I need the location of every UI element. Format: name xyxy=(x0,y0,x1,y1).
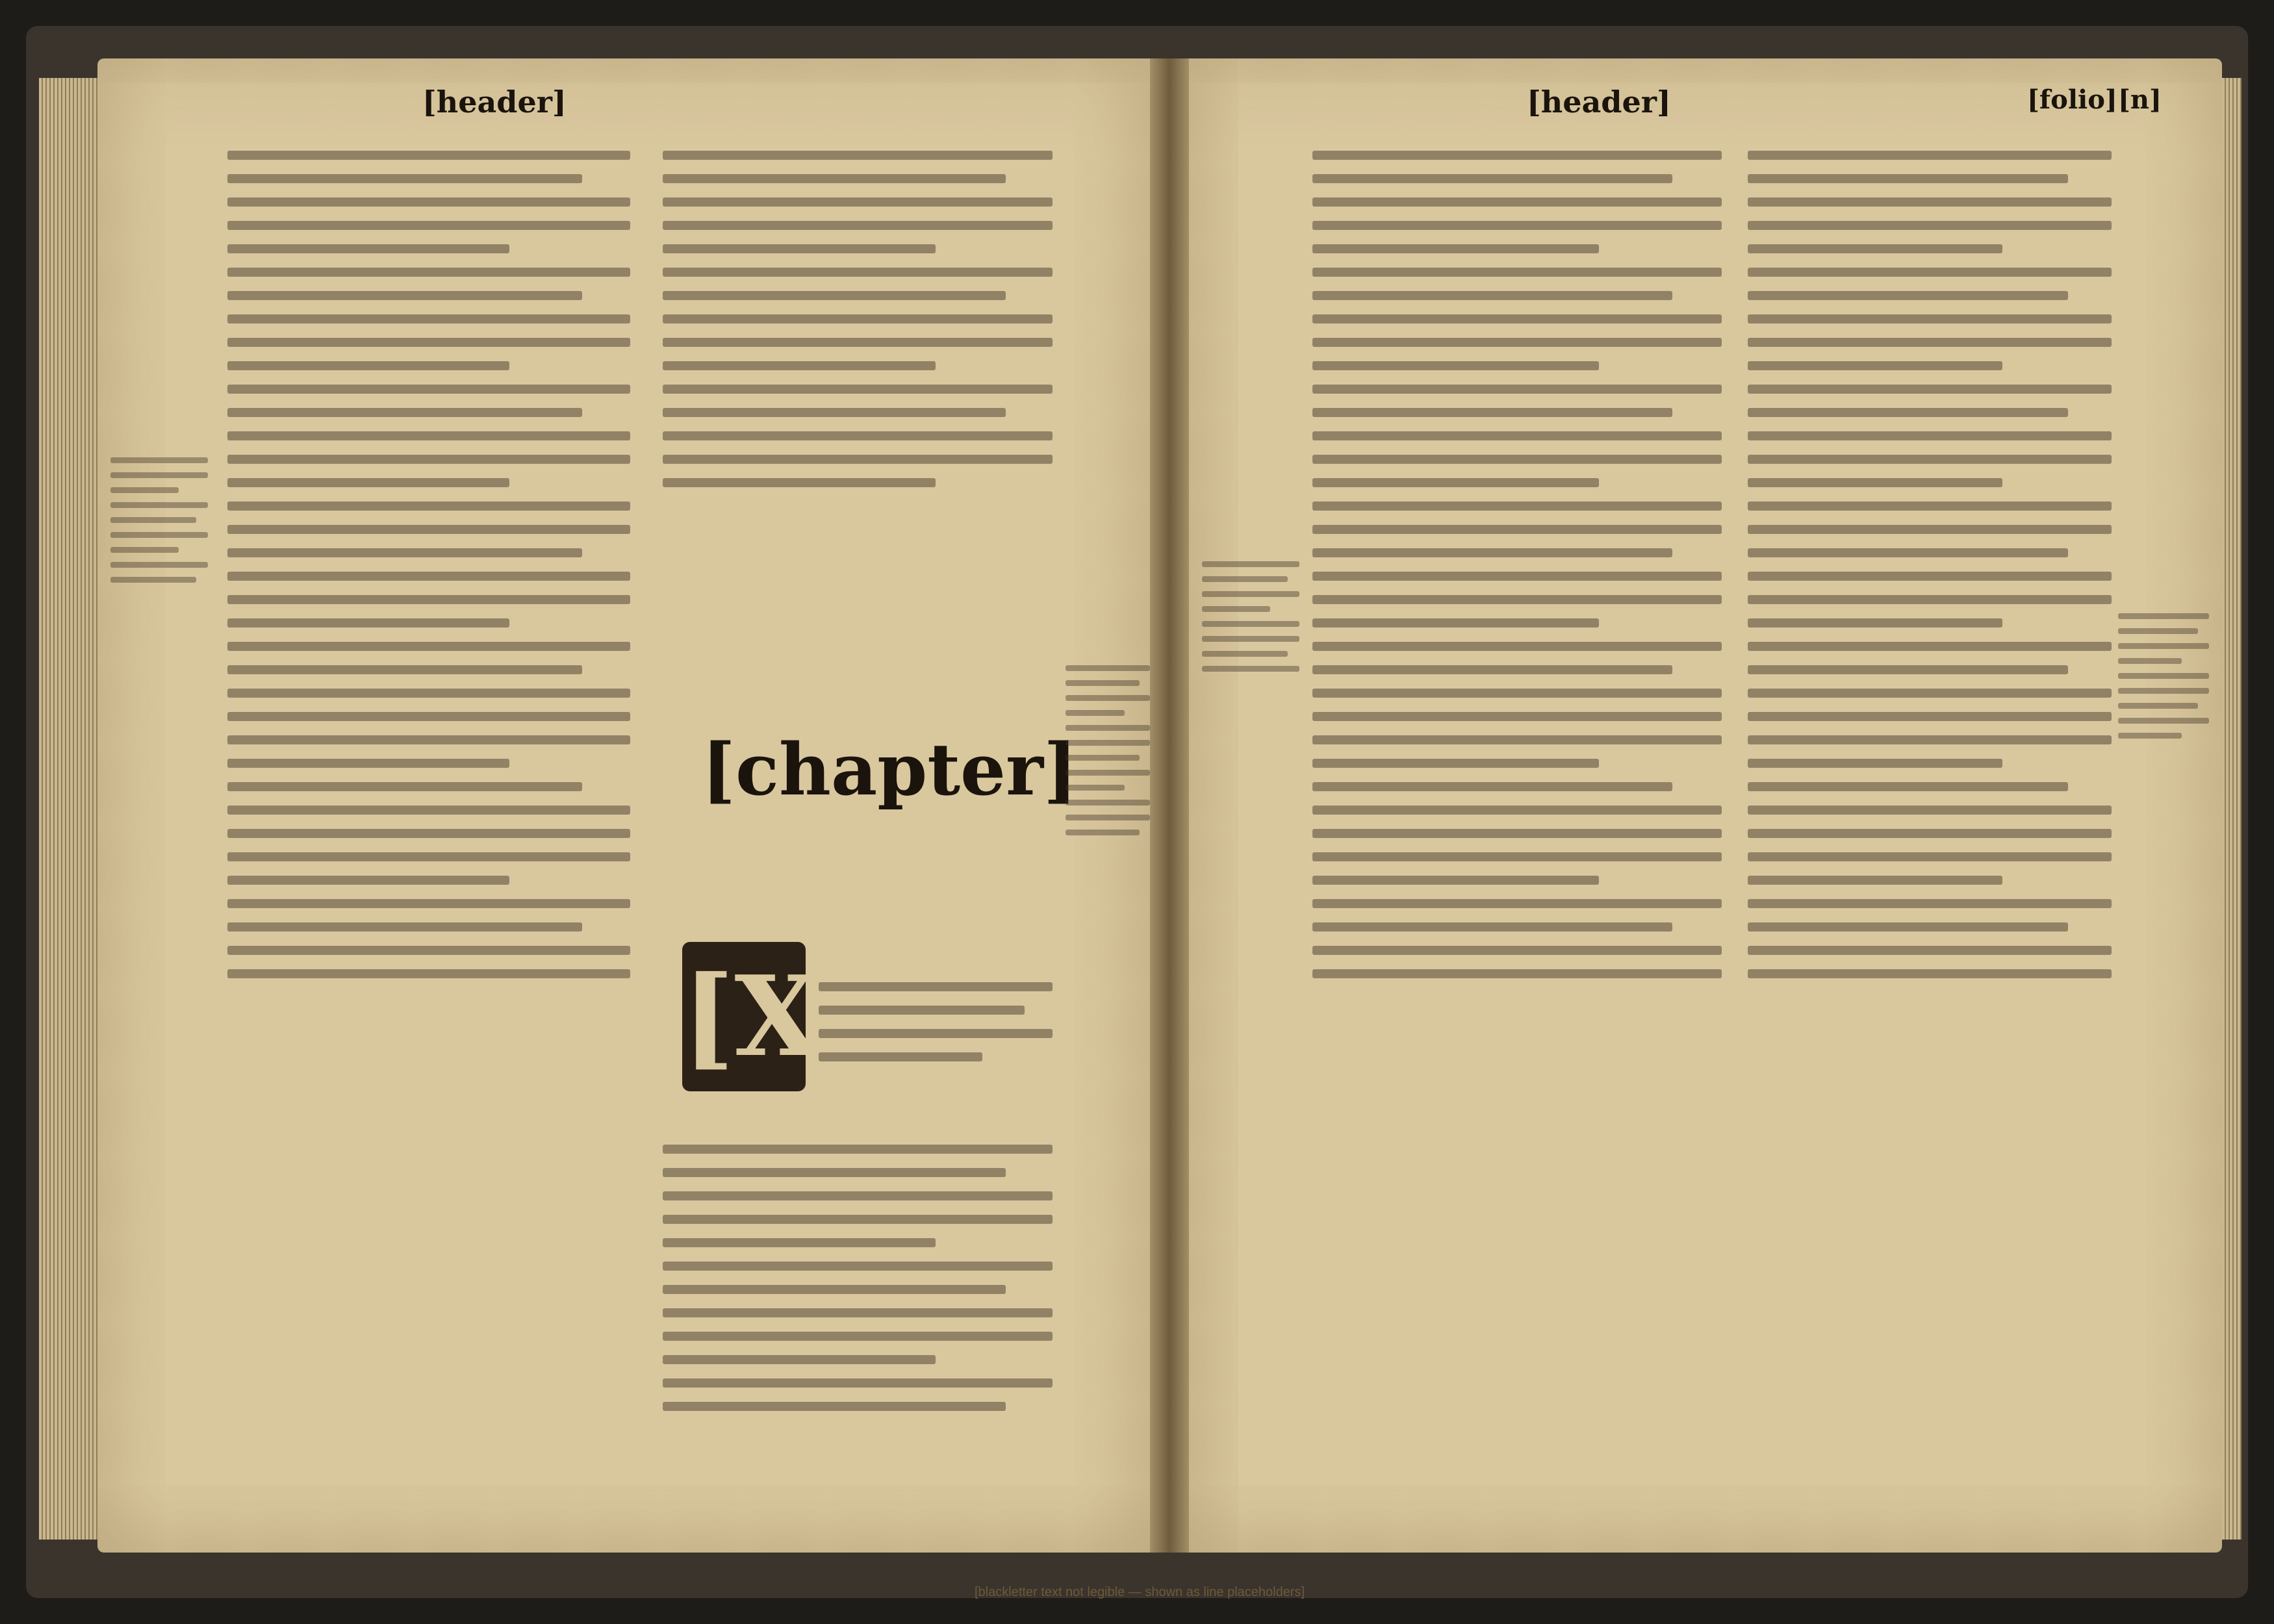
chapter-heading: [chapter] xyxy=(702,728,1077,811)
left-text-column-2 xyxy=(663,136,1053,501)
right-page-outer-notes xyxy=(1202,552,1299,681)
folio-label: [folio] xyxy=(2027,84,2117,115)
left-text-column-1 xyxy=(227,136,630,993)
right-page-inner-notes xyxy=(2118,604,2209,748)
right-text-column-2 xyxy=(1748,136,2112,993)
right-running-head: [header] xyxy=(1527,84,1671,120)
left-page-inner-notes xyxy=(1066,656,1150,844)
left-page-edges xyxy=(39,78,97,1540)
transcription-notice: [blackletter text not legible — shown as line placeholders] xyxy=(975,1585,1305,1599)
right-page xyxy=(1189,58,2222,1553)
chapter-initial: [X] xyxy=(682,942,806,1091)
right-page-edges xyxy=(2222,78,2242,1540)
book-gutter xyxy=(1150,58,1189,1553)
left-text-column-2-bottom xyxy=(663,1130,1053,1425)
right-text-column-1 xyxy=(1312,136,1722,993)
folio-number: [n] xyxy=(2118,84,2162,115)
left-margin-notes xyxy=(110,448,208,592)
left-text-column-2-lower xyxy=(819,968,1053,1076)
left-running-head: [header] xyxy=(422,84,567,120)
left-page xyxy=(97,58,1150,1553)
